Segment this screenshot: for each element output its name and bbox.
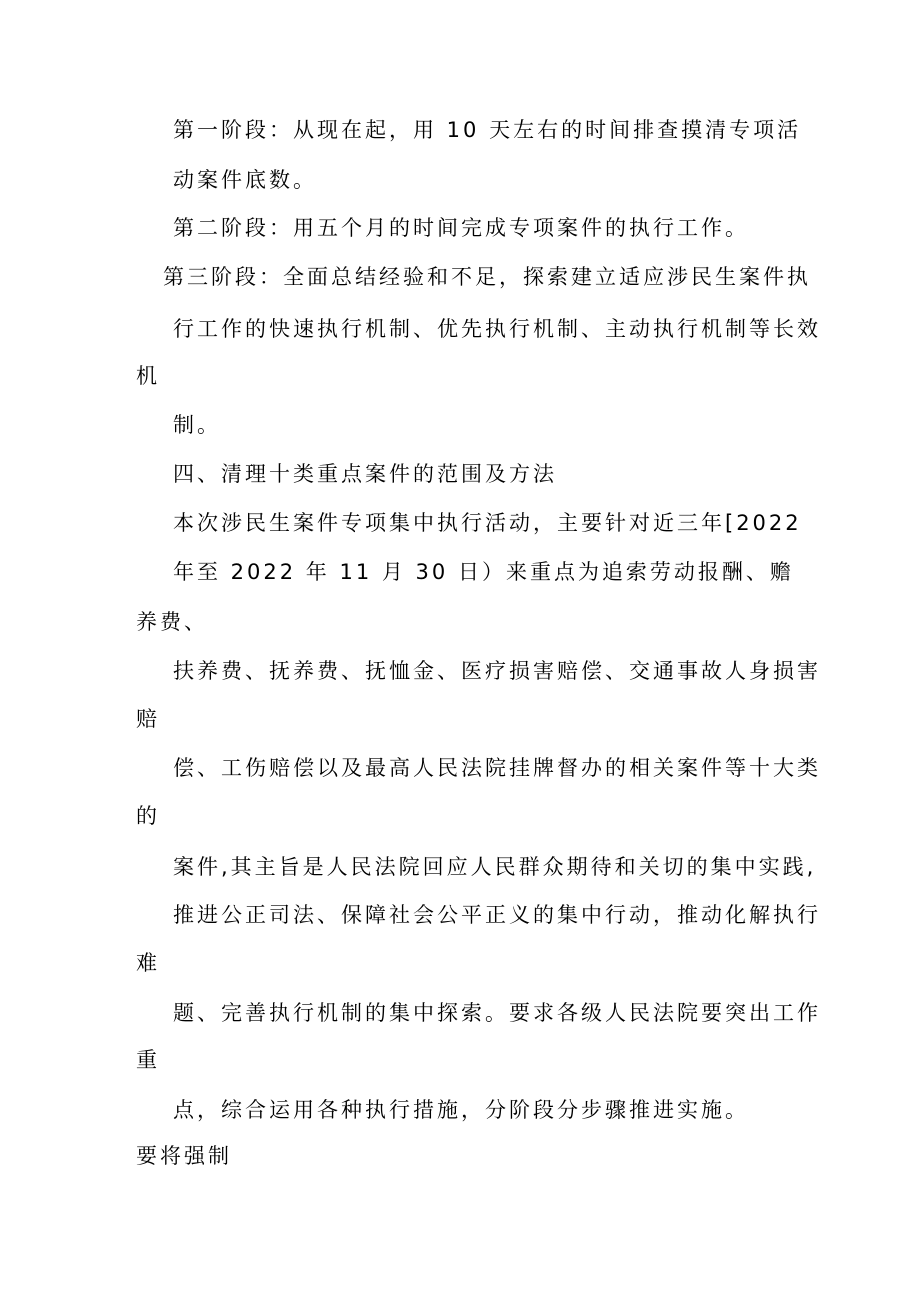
text-line: 要将强制 xyxy=(136,1144,232,1168)
text-line: 案件,其主旨是人民法院回应人民群众期待和关切的集中实践, xyxy=(173,855,817,879)
text-line: 偿、工伤赔偿以及最高人民法院挂牌督办的相关案件等十大类 xyxy=(173,756,821,780)
text-line: 第二阶段：用五个月的时间完成专项案件的执行工作。 xyxy=(173,216,749,240)
text-line: 第三阶段：全面总结经验和不足，探索建立适应涉民生案件执 xyxy=(163,265,811,289)
section-heading: 四、清理十类重点案件的范围及方法 xyxy=(173,462,557,486)
text-line: 难 xyxy=(136,951,160,975)
text-line: 题、完善执行机制的集中探索。要求各级人民法院要突出工作 xyxy=(173,1001,821,1025)
text-line: 机 xyxy=(136,364,160,388)
text-line: 赔 xyxy=(136,707,160,731)
text-line: 扶养费、抚养费、抚恤金、医疗损害赔偿、交通事故人身损害 xyxy=(173,659,821,683)
text-line: 本次涉民生案件专项集中执行活动，主要针对近三年[2022 xyxy=(173,511,802,535)
text-line: 制。 xyxy=(173,413,221,437)
text-line: 推进公正司法、保障社会公平正义的集中行动，推动化解执行 xyxy=(173,903,821,927)
text-line: 行工作的快速执行机制、优先执行机制、主动执行机制等长效 xyxy=(173,317,821,341)
text-line: 重 xyxy=(136,1048,160,1072)
text-line: 点，综合运用各种执行措施，分阶段分步骤推进实施。 xyxy=(173,1098,749,1122)
text-line: 年至 2022 年 11 月 30 日）来重点为追索劳动报酬、赡 xyxy=(173,560,794,584)
text-line: 动案件底数。 xyxy=(173,168,317,192)
text-line: 的 xyxy=(136,804,160,828)
text-line: 第一阶段：从现在起，用 10 天左右的时间排查摸清专项活 xyxy=(173,118,802,142)
text-line: 养费、 xyxy=(136,610,208,634)
